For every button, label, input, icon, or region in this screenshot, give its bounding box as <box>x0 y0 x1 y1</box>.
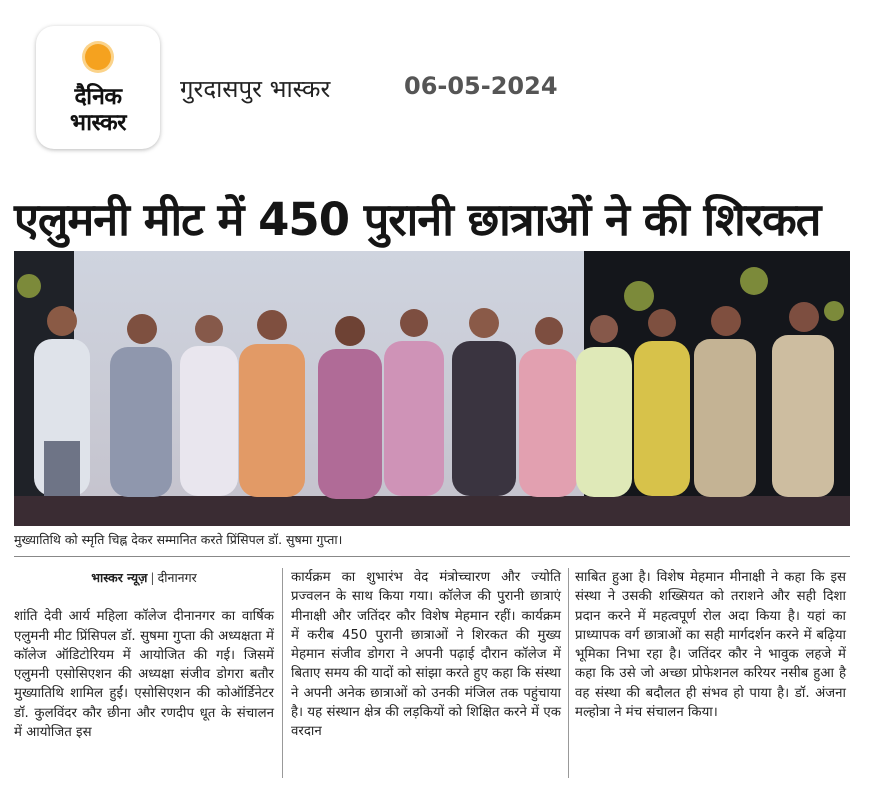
article-text-1: शांति देवी आर्य महिला कॉलेज दीनानगर का वार्षिक एलुमनी मीट प्रिंसिपल डॉ. सुषमा गुप्ता की अध्यक्षता में कॉलेज ऑडिटोरियम में आयोजित की गई। जिसमें एलुमनी एसोसिएशन की अध्यक्षा संजीव डोगरा बतौर मुख्यातिथि शामिल हुईं। एसोसिएशन की कोऑर्डिनेटर डॉ. कुलविंदर कौर छीना और रणदीप धूत के संचालन में आयोजित इस <box>14 609 274 741</box>
photo-caption: मुख्यातिथि को स्मृति चिह्न देकर सम्मानित करते प्रिंसिपल डॉ. सुषमा गुप्ता। <box>14 532 343 547</box>
article-column-2 <box>291 568 561 742</box>
column-divider <box>282 568 283 778</box>
logo-line-1: दैनिक <box>74 84 122 110</box>
article-text-3: साबित हुआ है। विशेष मेहमान मीनाक्षी ने कहा कि इस संस्था ने उसकी शख्सियत को तराशने और सही दिशा प्रदान करने में महत्वपूर्ण रोल अदा किया है। यहां का प्राध्यापक वर्ग छात्राओं का सही मार्गदर्शन करने में बढ़िया भूमिका निभा रहा है। जतिंदर कौर ने भावुक लहजे में कहा कि उसे जो अच्छा प्रोफेशनल करियर नसीब हुआ है वह संस्था की बदौलत ही संभव हो पाया है। डॉ. अंजना मल्होत्रा ने मंच संचालन किया। <box>575 570 846 721</box>
byline: भास्कर न्यूज़ | दीनानगर <box>91 570 197 585</box>
article-text-2: कार्यक्रम का शुभारंभ वेद मंत्रोच्चारण और ज्योति प्रज्वलन के साथ किया गया। कॉलेज की पुरानी छात्राएं मीनाक्षी और जतिंदर कौर विशेष मेहमान रहीं। कार्यक्रम में करीब 450 पुरानी छात्राओं ने शिरकत की मुख्य मेहमान संजीव डोगरा ने अपनी पढ़ाई दौरान कॉलेज में बिताए समय की यादों को सांझा करते हुए कहा कि संस्था ने अपनी अनेक छात्राओं को उनकी मंजिल तक पहुंचाया है। यह संस्थान क्षेत्र की लड़कियों को शिक्षित करने में एक वरदान <box>291 570 561 740</box>
edition-date: 06-05-2024 <box>404 72 558 100</box>
column-divider <box>568 568 569 778</box>
edition-name: गुरदासपुर भास्कर <box>180 75 331 103</box>
logo-line-2: भास्कर <box>69 110 127 136</box>
article-column-1 <box>14 568 274 742</box>
group-photo <box>14 251 850 526</box>
dainik-bhaskar-logo[interactable] <box>36 26 160 149</box>
headline: एलुमनी मीट में 450 पुरानी छात्राओं ने की शिरकत <box>14 193 821 246</box>
byline-source: भास्कर न्यूज़ <box>91 570 148 585</box>
article-column-3 <box>575 568 846 722</box>
divider <box>14 556 850 557</box>
sun-logo-icon <box>81 40 115 74</box>
byline-place: दीनानगर <box>157 570 197 585</box>
